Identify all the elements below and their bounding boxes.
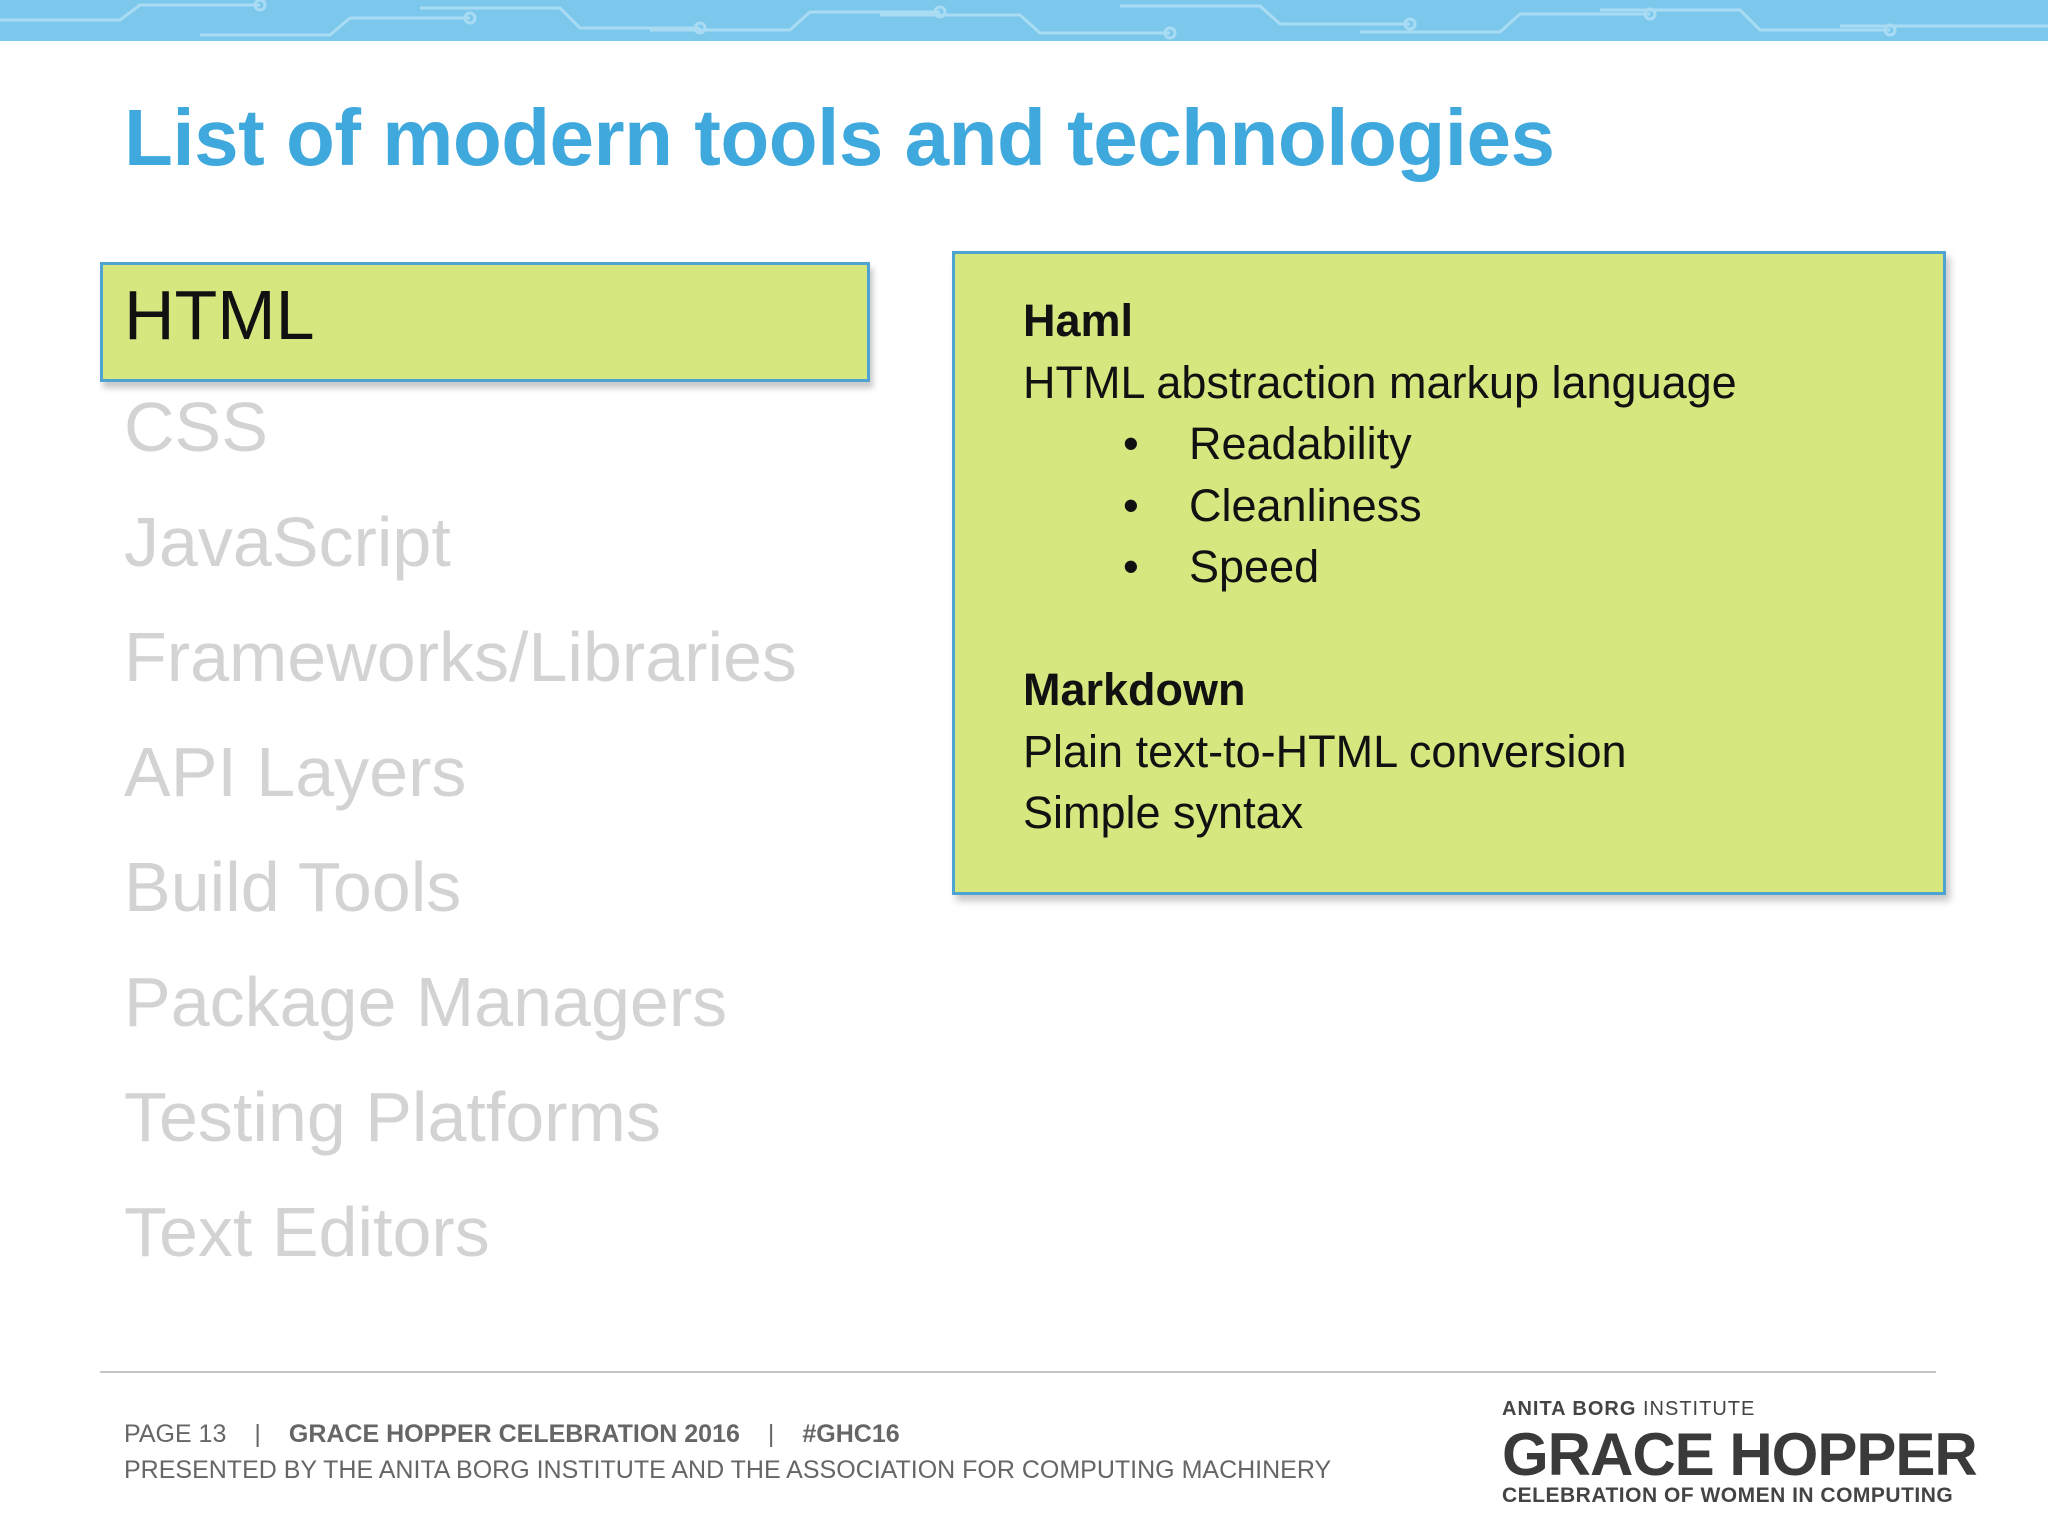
footer-separator: |	[254, 1420, 261, 1448]
topic-item-testing-platforms[interactable]: Testing Platforms	[124, 1078, 661, 1156]
grace-hopper-logo	[1502, 1398, 1977, 1508]
circuit-banner	[0, 0, 2048, 41]
event-name: GRACE HOPPER CELEBRATION 2016	[288, 1420, 740, 1448]
presented-by: PRESENTED BY THE ANITA BORG INSTITUTE AND THE ASSOCIATION FOR COMPUTING MACHINERY	[124, 1456, 1332, 1484]
slide-title: List of modern tools and technologies	[124, 93, 1555, 182]
event-hashtag: #GHC16	[802, 1420, 900, 1448]
topic-item-frameworks-libraries[interactable]: Frameworks/Libraries	[124, 618, 797, 696]
topic-item-api-layers[interactable]: API Layers	[124, 733, 467, 811]
bullet-icon: •	[1123, 479, 1139, 531]
topic-item-text-editors[interactable]: Text Editors	[124, 1193, 490, 1271]
markdown-heading: Markdown	[1023, 664, 1246, 715]
bullet-label: Speed	[1189, 541, 1320, 592]
haml-description: HTML abstraction markup language	[1023, 356, 1737, 408]
footer-info	[124, 1420, 900, 1449]
markdown-line: Plain text-to-HTML conversion	[1023, 725, 1627, 777]
spacer	[1023, 598, 1943, 660]
haml-heading: Haml	[1023, 295, 1134, 346]
bullet-label: Readability	[1189, 418, 1412, 469]
topic-item-html[interactable]: HTML	[100, 262, 870, 382]
bullet-label: Cleanliness	[1189, 479, 1422, 531]
topic-item-css[interactable]: CSS	[124, 388, 268, 466]
bullet-icon: •	[1123, 541, 1139, 592]
bullet-icon: •	[1123, 418, 1139, 469]
page-number: PAGE 13	[124, 1420, 227, 1448]
markdown-line: Simple syntax	[1023, 787, 1304, 838]
footer-divider	[100, 1371, 1936, 1373]
topic-list	[100, 262, 870, 1297]
circuit-pattern-icon	[0, 0, 2048, 41]
topic-item-build-tools[interactable]: Build Tools	[124, 848, 462, 926]
bullet-item	[1023, 475, 1943, 537]
detail-panel	[952, 251, 1946, 895]
topic-item-package-managers[interactable]: Package Managers	[124, 963, 728, 1041]
logo-wordmark: GRACE HOPPER	[1502, 1421, 1977, 1488]
topic-item-javascript[interactable]: JavaScript	[124, 503, 451, 581]
bullet-item	[1023, 413, 1943, 475]
logo-institute-rest: INSTITUTE	[1643, 1398, 1756, 1420]
logo-institute-bold: ANITA BORG	[1502, 1398, 1637, 1420]
bullet-item	[1023, 536, 1943, 598]
logo-tagline: CELEBRATION OF WOMEN IN COMPUTING	[1502, 1484, 1954, 1507]
footer-separator: |	[767, 1420, 775, 1448]
